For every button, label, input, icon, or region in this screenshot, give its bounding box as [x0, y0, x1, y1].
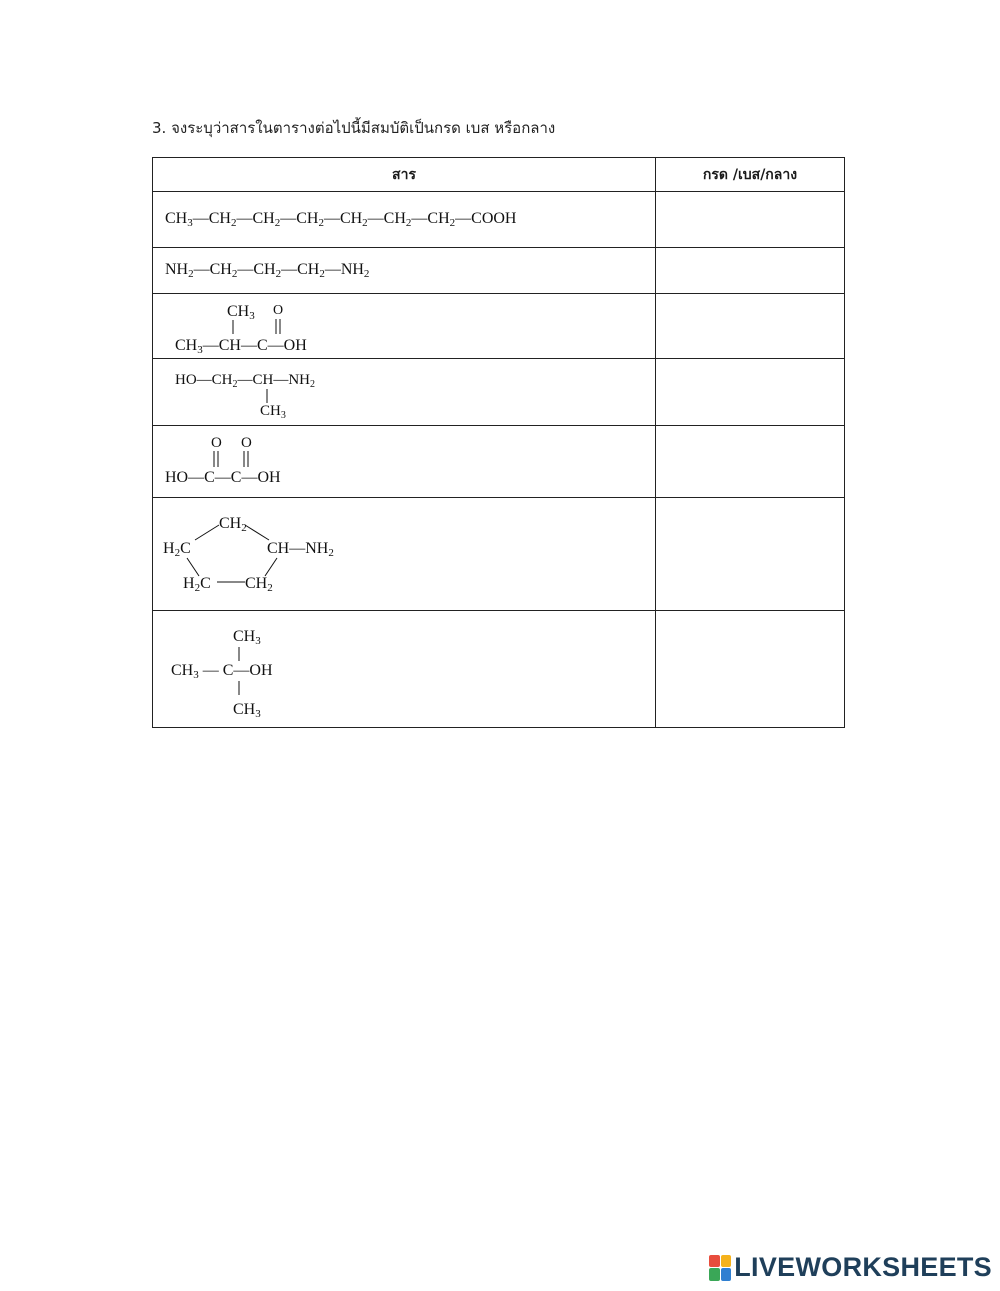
svg-text:CH3: CH3	[233, 701, 261, 720]
answer-cell[interactable]	[656, 611, 845, 728]
svg-text:HO—CH2—CH—NH2: $HO—CH_2—CH—NH_2$	[175, 372, 316, 390]
formula-cell	[153, 426, 656, 498]
answer-cell[interactable]	[656, 192, 845, 248]
question-text: 3. จงระบุว่าสารในตารางต่อไปนี้มีสมบัติเป็นกรด เบส หรือกลาง	[152, 119, 556, 137]
table-row	[153, 248, 845, 294]
formula-cell	[153, 192, 656, 248]
substance-table	[152, 157, 845, 728]
formula-cell	[153, 248, 656, 294]
svg-text:O: O	[241, 434, 252, 451]
table-row	[153, 294, 845, 359]
table-row	[153, 359, 845, 426]
logo-mark-icon	[709, 1255, 731, 1281]
formula-isobutyric-acid	[153, 294, 653, 354]
table-header-row	[153, 158, 845, 192]
svg-text:CH3: $CH_3$	[260, 403, 286, 421]
svg-text:CH2: CH2	[245, 575, 273, 594]
svg-text:CH2: CH2	[219, 515, 247, 534]
table-row	[153, 426, 845, 498]
formula-cyclopentylamine	[153, 498, 653, 606]
svg-text:CH3 — C—OH: CH3 — C—OH	[171, 662, 273, 681]
svg-text:O: O	[211, 434, 222, 451]
svg-text:CH—NH2: CH—NH2	[267, 540, 334, 559]
answer-cell[interactable]	[656, 359, 845, 426]
svg-text:O: O	[273, 303, 284, 318]
logo-mark-tile	[709, 1268, 720, 1281]
formula-cell	[153, 498, 656, 611]
formula-aminopropanol	[153, 359, 653, 421]
svg-text:H2C: H2C	[183, 575, 211, 594]
svg-text:H2C: H2C	[163, 540, 191, 559]
liveworksheets-logo	[709, 1252, 992, 1283]
svg-text:CH3: CH3	[233, 628, 261, 647]
formula-cell	[153, 294, 656, 359]
answer-cell[interactable]	[656, 498, 845, 611]
formula-propanediamine: $NH_2—CH_2—CH_2—CH_2—NH_2$	[165, 261, 370, 280]
formula-tert-butanol	[153, 611, 653, 723]
header-acid-base-neutral: กรด /เบส/กลาง	[656, 158, 845, 192]
svg-text:CH3—CH—C—OH: CH3—CH—C—OH	[175, 337, 307, 354]
table-row	[153, 192, 845, 248]
table-row	[153, 498, 845, 611]
svg-text:CH3: CH3	[227, 303, 255, 322]
header-substance: สาร	[153, 158, 656, 192]
formula-cell	[153, 359, 656, 426]
answer-cell[interactable]	[656, 426, 845, 498]
logo-text: LIVEWORKSHEETS	[734, 1252, 992, 1282]
table-row	[153, 611, 845, 728]
formula-octanoic-acid: $CH_3—CH_2—CH_2—CH_2—CH_2—CH_2—CH_2—COOH$	[165, 210, 517, 229]
formula-cell	[153, 611, 656, 728]
answer-cell[interactable]	[656, 294, 845, 359]
logo-mark-tile	[709, 1255, 720, 1268]
answer-cell[interactable]	[656, 248, 845, 294]
logo-mark-tile	[721, 1255, 732, 1268]
formula-oxalic-acid	[153, 427, 653, 493]
svg-text:HO—C—C—OH: HO—C—C—OH	[165, 468, 281, 486]
logo-mark-tile	[721, 1268, 732, 1281]
